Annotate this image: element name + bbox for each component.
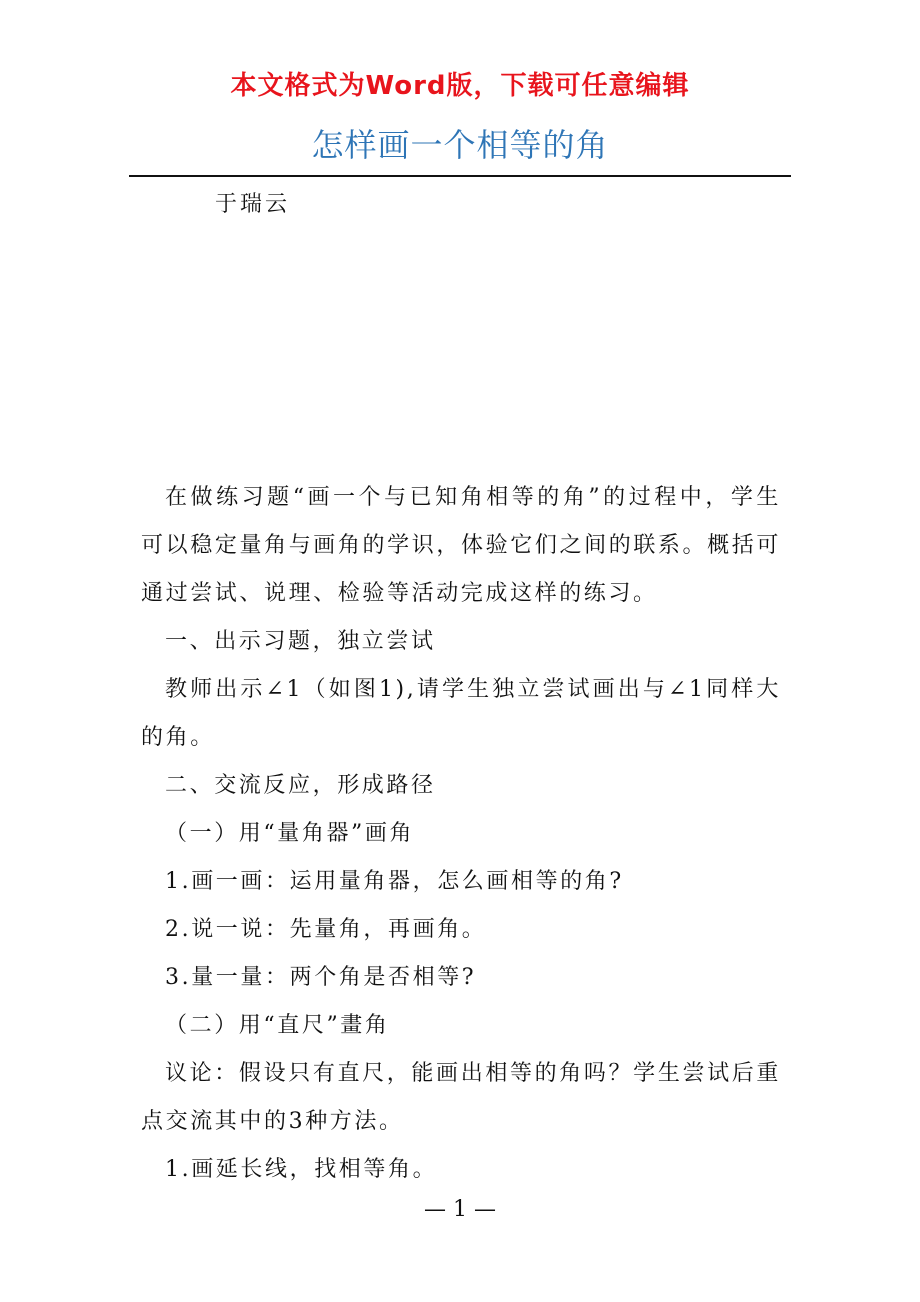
list-item: 1.画延长线，找相等角。	[165, 1157, 438, 1182]
body-paragraph: 在做练习题“画一个与已知角相等的角”的过程中，学生可以稳定量角与画角的学识，体验它们之间的联系。概括可通过尝试、说理、检验等活动完成这样的练习。	[141, 485, 781, 606]
body-paragraph: 教师出示∠1（如图1),请学生独立尝试画出与∠1同样大的角。	[141, 677, 781, 750]
list-item: 3.量一量：两个角是否相等?	[165, 965, 477, 990]
title-rule	[129, 175, 791, 177]
list-item: 1.画一画：运用量角器，怎么画相等的角?	[165, 869, 624, 894]
page-title: 怎样画一个相等的角	[311, 126, 609, 164]
subsection-heading: （二）用“直尺”畫角	[165, 1013, 390, 1038]
section-heading: 二、交流反应，形成路径	[165, 773, 436, 798]
download-banner: 本文格式为Word版，下载可任意编辑	[230, 71, 690, 101]
author-name: 于瑞云	[215, 192, 291, 217]
document-body	[141, 474, 781, 1194]
subsection-heading: （一）用“量角器”画角	[165, 821, 415, 846]
section-heading: 一、出示习题，独立尝试	[165, 629, 436, 654]
body-paragraph: 议论：假设只有直尺，能画出相等的角吗？学生尝试后重点交流其中的3种方法。	[141, 1061, 781, 1134]
page-number: — 1 —	[424, 1197, 496, 1222]
list-item: 2.说一说：先量角，再画角。	[165, 917, 487, 942]
